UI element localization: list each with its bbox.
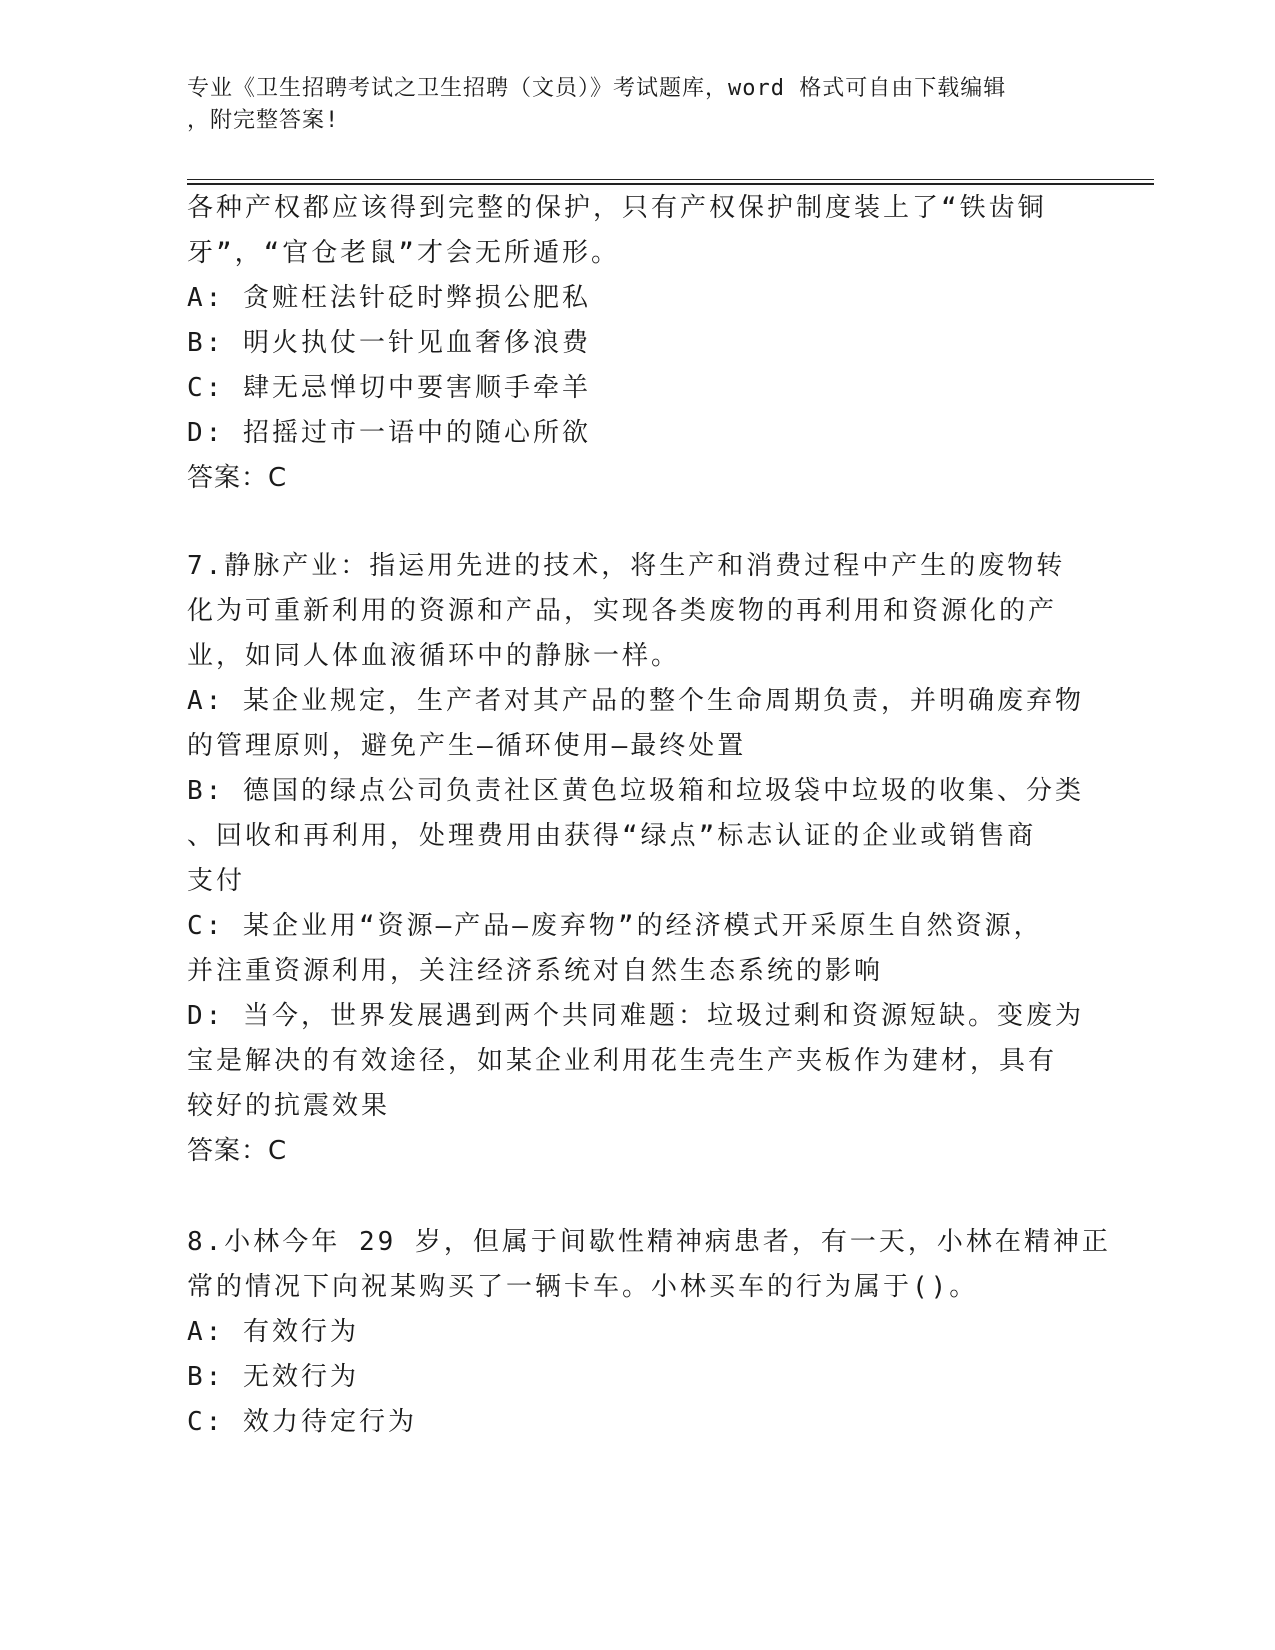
question-7-option-b-line-3: 支付 xyxy=(187,866,246,896)
question-8-option-a: A: 有效行为 xyxy=(187,1317,359,1347)
question-7-option-d-line-3: 较好的抗震效果 xyxy=(187,1091,391,1121)
question-8-option-b: B: 无效行为 xyxy=(187,1362,359,1392)
question-7-option-d-line-1: D: 当今，世界发展遇到两个共同难题：垃圾过剩和资源短缺。变废为 xyxy=(187,1001,1084,1031)
question-6-stem-line-1: 各种产权都应该得到完整的保护，只有产权保护制度装上了“铁齿铜 xyxy=(187,193,1047,223)
question-gap xyxy=(187,501,1087,544)
question-7-option-c-line-1: C: 某企业用“资源—产品—废弃物”的经济模式开采原生自然资源， xyxy=(187,911,1043,941)
question-gap xyxy=(187,1174,1087,1220)
header-line-1: 专业《卫生招聘考试之卫生招聘（文员）》考试题库，word 格式可自由下载编辑 xyxy=(187,76,1007,101)
question-7 xyxy=(187,544,1087,1174)
question-6-answer: 答案：C xyxy=(187,463,288,493)
question-7-option-a-line-2: 的管理原则，避免产生—循环使用—最终处置 xyxy=(187,731,747,761)
question-7-option-c-line-2: 并注重资源利用，关注经济系统对自然生态系统的影响 xyxy=(187,956,884,986)
header-line-2: ，附完整答案! xyxy=(187,108,340,133)
header-divider-thick xyxy=(187,183,1154,185)
question-6-stem-line-2: 牙”，“官仓老鼠”才会无所遁形。 xyxy=(187,238,620,268)
question-6-option-d: D: 招摇过市一语中的随心所欲 xyxy=(187,418,591,448)
question-8-stem-line-2: 常的情况下向祝某购买了一辆卡车。小林买车的行为属于()。 xyxy=(187,1272,979,1302)
question-6-option-c: C: 肆无忌惮切中要害顺手牵羊 xyxy=(187,373,591,403)
question-6 xyxy=(187,186,1087,501)
question-content xyxy=(187,186,1111,1445)
header-divider-thin xyxy=(187,179,1154,180)
question-8 xyxy=(187,1220,1111,1445)
question-8-option-c: C: 效力待定行为 xyxy=(187,1407,417,1437)
question-7-option-b-line-2: 、回收和再利用，处理费用由获得“绿点”标志认证的企业或销售商 xyxy=(187,821,1037,851)
question-7-stem-line-1: 7.静脉产业：指运用先进的技术，将生产和消费过程中产生的废物转 xyxy=(187,551,1066,581)
question-7-answer: 答案：C xyxy=(187,1136,288,1166)
question-7-stem-line-3: 业，如同人体血液循环中的静脉一样。 xyxy=(187,641,681,671)
question-7-option-b-line-1: B: 德国的绿点公司负责社区黄色垃圾箱和垃圾袋中垃圾的收集、分类 xyxy=(187,776,1084,806)
question-7-stem-line-2: 化为可重新利用的资源和产品，实现各类废物的再利用和资源化的产 xyxy=(187,596,1058,626)
question-6-option-b: B: 明火执仗一针见血奢侈浪费 xyxy=(187,328,591,358)
question-6-option-a: A: 贪赃枉法针砭时弊损公肥私 xyxy=(187,283,591,313)
question-7-option-a-line-1: A: 某企业规定，生产者对其产品的整个生命周期负责，并明确废弃物 xyxy=(187,686,1084,716)
question-8-stem-line-1: 8.小林今年 29 岁，但属于间歇性精神病患者，有一天，小林在精神正 xyxy=(187,1227,1111,1257)
document-header xyxy=(187,73,1067,137)
question-7-option-d-line-2: 宝是解决的有效途径，如某企业利用花生壳生产夹板作为建材，具有 xyxy=(187,1046,1058,1076)
